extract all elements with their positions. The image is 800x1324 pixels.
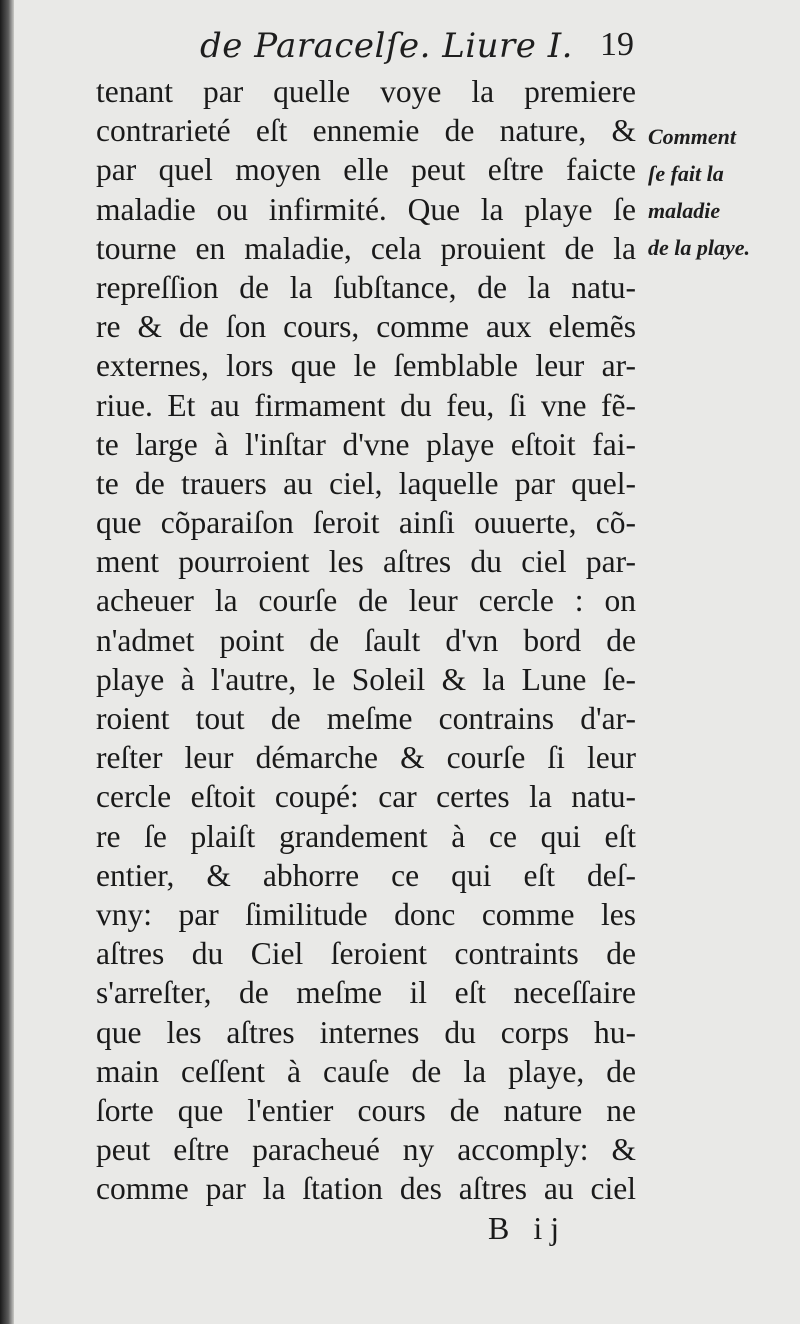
text-line: acheuer la courſe de leur cercle : on <box>96 583 636 619</box>
text-line: riue. Et au firmament du feu, ſi vne fẽ- <box>96 387 636 423</box>
text-line: roient tout de meſme contrains d'ar- <box>96 701 636 736</box>
text-line: externes, lors que le ſemblable leur ar- <box>96 348 636 384</box>
text-line: re ſe plaiſt grandement à ce qui eſt <box>96 818 636 854</box>
margin-note-line: maladie <box>648 198 721 223</box>
text-line: repreſſion de la ſubſtance, de la natu- <box>96 269 636 305</box>
page-edge-shadow <box>0 0 14 1324</box>
text-line: par quel moyen elle peut eſtre faicte <box>96 152 636 188</box>
body-text <box>96 72 656 1208</box>
page-number: 19 <box>600 26 634 63</box>
text-line: tenant par quelle voye la premiere <box>96 74 636 109</box>
text-line: te de trauers au ciel, laquelle par quel- <box>96 465 636 501</box>
text-line: maladie ou infirmité. Que la playe ſe <box>96 191 636 227</box>
text-line: s'arreſter, de meſme il eſt neceſſaire <box>96 975 636 1011</box>
text-line: cercle eſtoit coupé: car certes la natu- <box>96 779 636 815</box>
text-line: main ceſſent à cauſe de la playe, de <box>96 1053 636 1089</box>
text-line: que les aſtres internes du corps hu- <box>96 1014 636 1050</box>
margin-note-line: de la playe. <box>648 235 751 260</box>
text-line: ment pourroient les aſtres du ciel par- <box>96 544 636 580</box>
text-line: que cõparaiſon ſeroit ainſi ouuerte, cõ- <box>96 505 636 541</box>
margin-note-line: ſe fait la <box>648 161 724 186</box>
signature-mark: B ij <box>488 1210 568 1246</box>
text-line: entier, & abhorre ce qui eſt deſ- <box>96 857 636 893</box>
text-line: vny: par ſimilitude donc comme les <box>96 896 636 932</box>
margin-note-line: Comment <box>648 124 737 149</box>
text-line: comme par la ſtation des aſtres au ciel <box>96 1171 636 1207</box>
text-line: te large à l'inſtar d'vne playe eſtoit fai- <box>96 426 636 462</box>
text-line: n'admet point de ſault d'vn bord de <box>96 622 636 658</box>
text-line: tourne en maladie, cela prouient de la <box>96 230 636 266</box>
text-line: aſtres du Ciel ſeroient contraints de <box>96 936 636 972</box>
text-line: peut eſtre paracheué ny accomply: & <box>96 1132 636 1168</box>
text-line: contrarieté eſt ennemie de nature, & <box>96 113 636 149</box>
text-line: reſter leur démarche & courſe ſi leur <box>96 740 636 776</box>
running-title: de Paracelſe. Liure I. <box>200 26 573 66</box>
text-line: ſorte que l'entier cours de nature ne <box>96 1092 636 1128</box>
margin-note <box>648 118 798 266</box>
text-line: playe à l'autre, le Soleil & la Lune ſe- <box>96 661 636 697</box>
text-line: re & de ſon cours, comme aux elemẽs <box>96 309 636 345</box>
page-header <box>0 20 800 80</box>
